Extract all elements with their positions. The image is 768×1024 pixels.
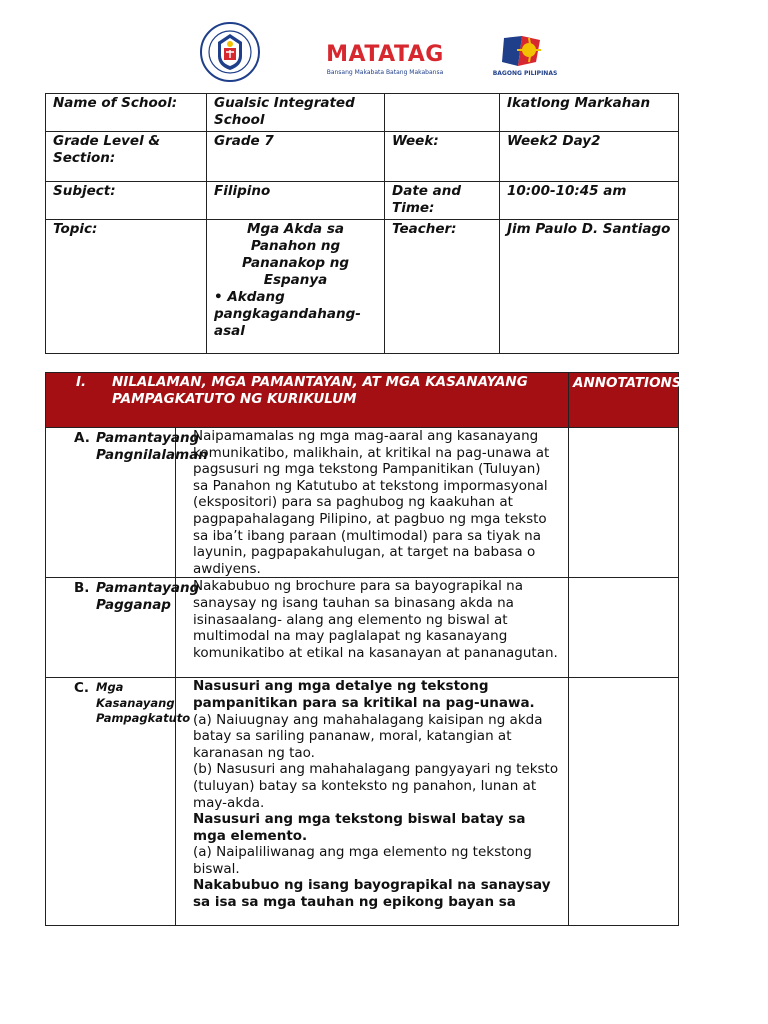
row-c-item: Nasusuri ang mga tekstong biswal batay sa mga elemento. <box>193 811 526 844</box>
row-b-letter: B. <box>74 580 90 597</box>
row-b-annotation <box>569 578 679 678</box>
grade-label: Grade Level & Section: <box>46 132 207 182</box>
table-row <box>46 220 679 354</box>
row-a-label: Pamantayang Pangnilalaman <box>96 430 208 463</box>
row-c-item: Nasusuri ang mga detalye ng tekstong pampanitikan para sa kritikal na pag-unawa. <box>193 678 535 711</box>
row-c-label-cell <box>46 678 191 926</box>
row-c-label: Mga Kasanayang Pampagkatuto <box>96 680 191 726</box>
row-a-text: Naipamamalas ng mga mag-aaral ang kasanayang komunikatibo, malikhain, at kritikal na pag-unawa at pagsusuri ng mga tekstong Pampanitikan (Tuluyan) sa Panahon ng Katutubo at tekstong impormasyonal (ekspositori) para sa paghubog ng kaakuhan at pagpapahalagang Pilipino, at pagbuo ng mga teksto sa iba’t ibang paraan (multimodal) para sa tiyak na layunin, pagpapakahulugan, at target na babasa o awdiyens. <box>176 428 569 578</box>
table-row <box>46 94 679 132</box>
topic-bullet: • Akdang pangkagandahang-asal <box>214 289 361 339</box>
row-c-item: (a) Naiuugnay ang mahahalagang kaisipan ng akda batay sa sariling pananaw, moral, katangian at karanasan ng tao. <box>193 711 543 761</box>
subject-label: Subject: <box>46 182 207 220</box>
row-b-text: Nakabubuo ng brochure para sa bayograpikal na sanaysay ng isang tauhan sa binasang akda na isinasaalang- alang ang elemento ng biswal at multimodal na may paglalapat ng kasanayang komunikatibo at etikal na kasanayan at pananagutan. <box>176 578 569 678</box>
logo-row <box>0 20 768 86</box>
grade-value: Grade 7 <box>207 132 385 182</box>
school-value: Gualsic Integrated School <box>207 94 385 132</box>
empty-cell <box>385 94 500 132</box>
deped-seal-logo <box>200 22 260 82</box>
curriculum-header-row <box>46 373 679 428</box>
bagong-pilipinas-logo <box>492 32 558 88</box>
table-row <box>46 578 679 678</box>
teacher-value: Jim Paulo D. Santiago <box>500 220 679 354</box>
lesson-info-table <box>45 93 679 354</box>
topic-cell <box>207 220 385 354</box>
datetime-label: Date and Time: <box>385 182 500 220</box>
datetime-value: 10:00-10:45 am <box>500 182 679 220</box>
row-a-letter: A. <box>74 430 90 446</box>
week-label: Week: <box>385 132 500 182</box>
matatag-tagline: Bansang Makabata Batang Makabansa <box>326 69 444 76</box>
row-c-item: Nakabubuo ng isang bayograpikal na sanaysay sa isa sa mga tauhan ng epikong bayan sa <box>193 877 551 911</box>
row-c-item: (b) Nasusuri ang mahahalagang pangyayari ng teksto (tuluyan) batay sa konteksto ng panahon, lunan at may-akda. <box>193 761 559 811</box>
row-c-item: (a) Naipaliliwanag ang mga elemento ng tekstong biswal. <box>193 844 532 877</box>
matatag-wordmark: MATATAG <box>326 42 444 67</box>
table-row <box>46 182 679 220</box>
topic-value: Mga Akda sa Panahon ng Pananakop ng Espanya <box>242 221 349 288</box>
annotations-header: ANNOTATIONS <box>569 373 679 428</box>
row-c-annotation <box>569 678 679 926</box>
week-value: Week2 Day2 <box>500 132 679 182</box>
table-row <box>46 428 679 578</box>
quarter-value: Ikatlong Markahan <box>500 94 679 132</box>
teacher-label: Teacher: <box>385 220 500 354</box>
row-b-label: Pamantayang Pagganap <box>96 580 200 613</box>
matatag-logo <box>326 42 444 80</box>
curriculum-table <box>45 372 682 926</box>
table-row <box>46 132 679 182</box>
section-number: I. <box>76 374 87 390</box>
row-c-content <box>176 678 569 926</box>
row-c-letter: C. <box>74 680 90 697</box>
table-row <box>46 678 679 926</box>
bagong-pilipinas-emblem-icon <box>496 32 554 72</box>
row-a-label-cell <box>46 428 208 578</box>
bagong-pilipinas-text: BAGONG PILIPINAS <box>492 70 558 77</box>
topic-label: Topic: <box>46 220 207 354</box>
row-b-label-cell <box>46 578 200 678</box>
row-a-annotation <box>569 428 679 578</box>
section-title: NILALAMAN, MGA PAMANTAYAN, AT MGA KASANAYANG PAMPAGKATUTO NG KURIKULUM <box>112 374 528 407</box>
subject-value: Filipino <box>207 182 385 220</box>
school-label: Name of School: <box>46 94 207 132</box>
